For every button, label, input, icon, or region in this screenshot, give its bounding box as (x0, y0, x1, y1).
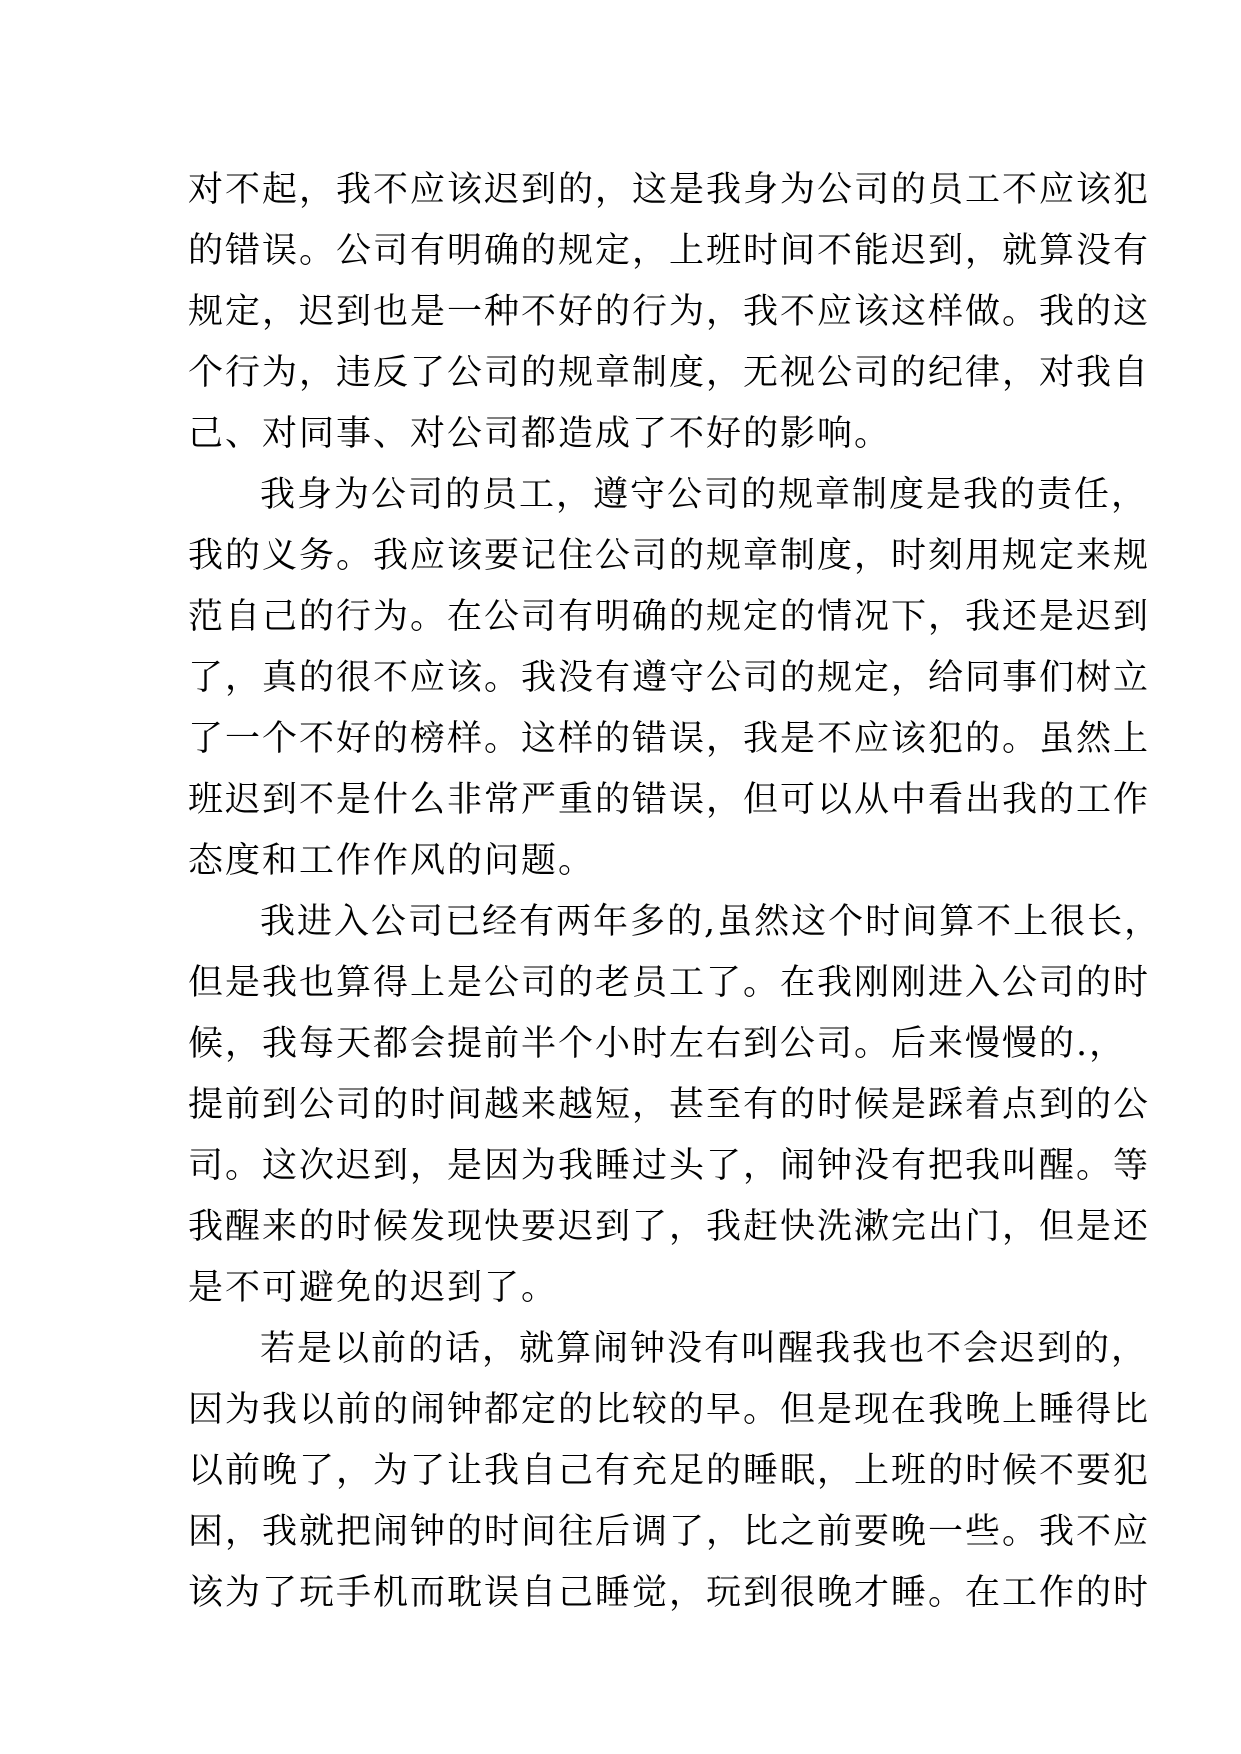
text-line: 司。这次迟到，是因为我睡过头了，闹钟没有把我叫醒。等 (188, 1146, 1151, 1186)
text-line: 但是我也算得上是公司的老员工了。在我刚刚进入公司的时 (188, 963, 1151, 1003)
text-line: 规定，迟到也是一种不好的行为，我不应该这样做。我的这 (188, 292, 1151, 332)
text-line: 是不可避免的迟到了。 (188, 1268, 559, 1308)
text-line: 班迟到不是什么非常严重的错误，但可以从中看出我的工作 (188, 780, 1151, 820)
text-line-indented: 我进入公司已经有两年多的,虽然这个时间算不上很长， (260, 902, 1162, 942)
text-line: 提前到公司的时间越来越短，甚至有的时候是踩着点到的公 (188, 1085, 1151, 1125)
text-line: 因为我以前的闹钟都定的比较的早。但是现在我晚上睡得比 (188, 1390, 1151, 1430)
text-line: 个行为，违反了公司的规章制度，无视公司的纪律，对我自 (188, 353, 1151, 393)
text-line: 己、对同事、对公司都造成了不好的影响。 (188, 414, 892, 454)
paragraph-1 (188, 160, 1151, 465)
paragraph-3 (188, 892, 1162, 1319)
text-line: 以前晚了，为了让我自己有充足的睡眠，上班的时候不要犯 (188, 1451, 1151, 1491)
paragraph-4 (188, 1319, 1151, 1624)
document-body (188, 160, 1162, 1624)
text-line: 我醒来的时候发现快要迟到了，我赶快洗漱完出门，但是还 (188, 1207, 1151, 1247)
text-line-indented: 我身为公司的员工，遵守公司的规章制度是我的责任， (260, 475, 1149, 515)
paragraph-2 (188, 465, 1151, 892)
text-line: 困，我就把闹钟的时间往后调了，比之前要晚一些。我不应 (188, 1512, 1151, 1552)
text-line: 该为了玩手机而耽误自己睡觉，玩到很晚才睡。在工作的时 (188, 1573, 1151, 1613)
text-line: 候，我每天都会提前半个小时左右到公司。后来慢慢的.， (188, 1024, 1127, 1064)
text-line: 态度和工作作风的问题。 (188, 841, 596, 881)
text-line: 我的义务。我应该要记住公司的规章制度，时刻用规定来规 (188, 536, 1151, 576)
text-line: 对不起，我不应该迟到的，这是我身为公司的员工不应该犯 (188, 170, 1151, 210)
text-line-indented: 若是以前的话，就算闹钟没有叫醒我我也不会迟到的， (260, 1329, 1149, 1369)
text-line: 了，真的很不应该。我没有遵守公司的规定，给同事们树立 (188, 658, 1151, 698)
text-line: 了一个不好的榜样。这样的错误，我是不应该犯的。虽然上 (188, 719, 1151, 759)
text-line: 范自己的行为。在公司有明确的规定的情况下，我还是迟到 (188, 597, 1151, 637)
text-line: 的错误。公司有明确的规定，上班时间不能迟到，就算没有 (188, 231, 1151, 271)
